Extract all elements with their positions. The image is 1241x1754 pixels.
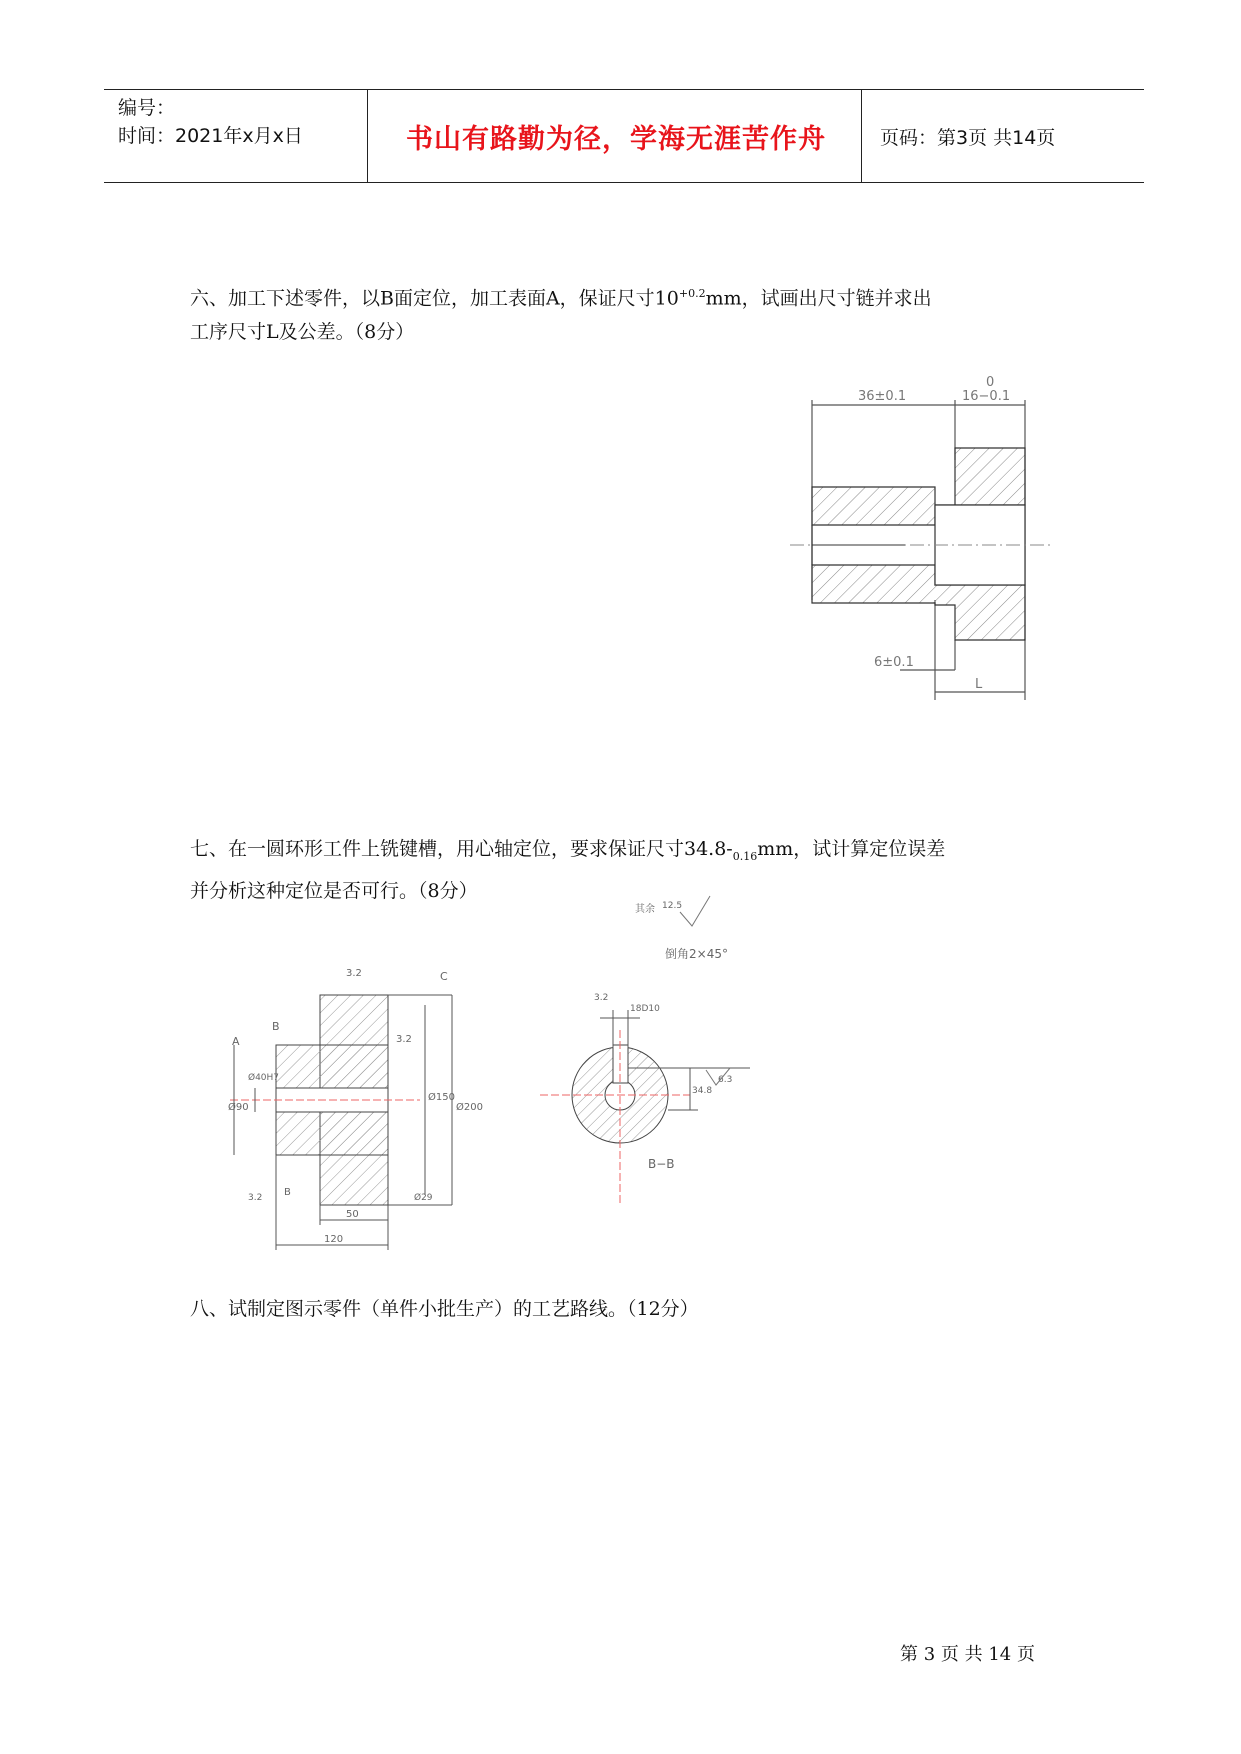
dim-40: Ø40H7 [248, 1073, 280, 1083]
dim-34-8: 34.8 [692, 1086, 713, 1096]
header-page-code: 页码：第3页 共14页 [880, 126, 1056, 149]
question-7-line2: 并分析这种定位是否可行。（8分） [190, 879, 478, 902]
question-8: 八、试制定图示零件（单件小批生产）的工艺路线。（12分） [190, 1298, 699, 1320]
dim-16: 16−0.1 [962, 389, 1011, 404]
rough-value: 12.5 [662, 901, 683, 911]
header-motto: 书山有路勤为径，学海无涯苦作舟 [406, 123, 826, 155]
part-drawing-2 [220, 960, 483, 1260]
question-7-line1: 七、在一圆环形工件上铣键槽，用心轴定位，要求保证尺寸$34.8-_{0.16}mm$，试计算定位误差 [190, 838, 946, 863]
question-6 [190, 277, 1070, 349]
dim-150: Ø150 [428, 1092, 455, 1103]
header-divider [367, 90, 368, 182]
rough-title: 其余 [635, 904, 655, 915]
key-width: 18D10 [630, 1004, 660, 1014]
dim-200: Ø200 [456, 1102, 483, 1113]
dim-50: 50 [346, 1209, 359, 1220]
dim-29: Ø29 [414, 1193, 433, 1203]
dim-6: 6±0.1 [874, 655, 914, 670]
doc-number-label: 编号： [118, 97, 176, 119]
question-6-line2: 工序尺寸L及公差。（8分） [190, 321, 415, 344]
section-label: B−B [648, 1157, 675, 1171]
dim-16-upper: 0 [986, 375, 995, 390]
question-6-line1: 六、加工下述零件，以B面定位，加工表面A，保证尺寸$10^{+0.2}mm$，试画出尺寸链并求出 [190, 287, 932, 310]
rough-bottom: 3.2 [248, 1193, 263, 1203]
rough-top: 3.2 [346, 968, 362, 979]
label-A: A [232, 1035, 240, 1048]
page-footer: 第 3 页 共 14 页 [900, 1644, 1035, 1665]
dim-L: L [975, 677, 983, 692]
header-table [104, 89, 1144, 183]
label-b-bottom: B [284, 1187, 291, 1198]
chamfer-note: 倒角2×45° [665, 947, 728, 961]
doc-time-label: 时间：2021年x月x日 [118, 125, 303, 147]
sect-rough-right: 6.3 [718, 1075, 733, 1085]
section-drawing-bb [520, 890, 770, 1210]
header-meta [118, 94, 303, 150]
label-B: B [272, 1020, 280, 1033]
key-rough: 3.2 [594, 993, 609, 1003]
label-C: C [440, 970, 448, 983]
part-drawing-1 [770, 370, 1070, 700]
dim-90: Ø90 [228, 1102, 249, 1113]
rough-right: 3.2 [396, 1034, 412, 1045]
dim-120: 120 [324, 1234, 344, 1245]
dim-36: 36±0.1 [858, 389, 907, 404]
